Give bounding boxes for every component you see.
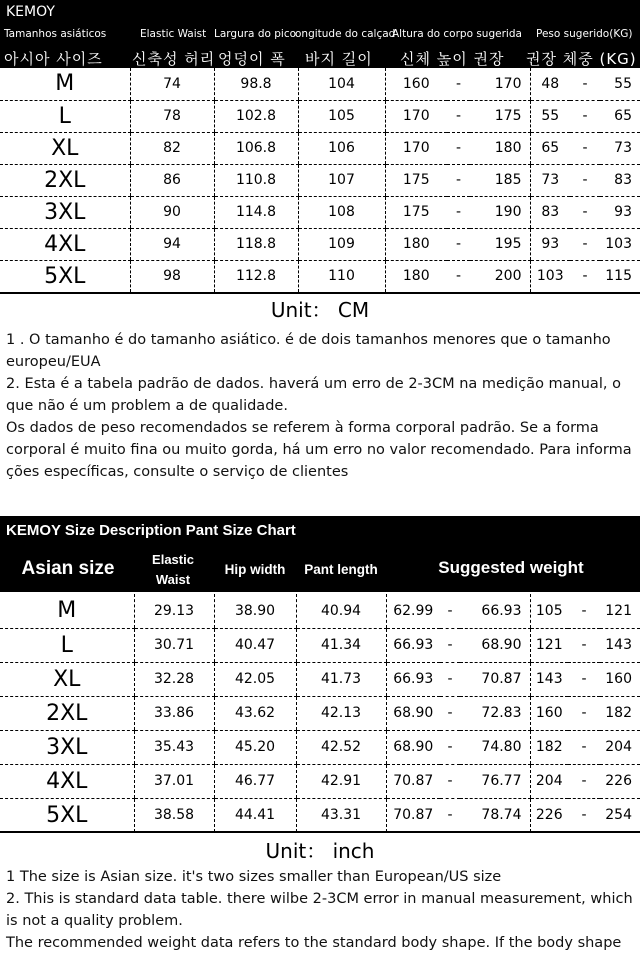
height-max-cell: 170	[470, 68, 530, 100]
length-cell: 41.34	[296, 628, 386, 662]
range-a-min-cell: 70.87	[386, 764, 440, 798]
range-a-max-cell: 74.80	[460, 730, 530, 764]
hip-cell: 102.8	[214, 100, 298, 132]
range-a-max-cell: 68.90	[460, 628, 530, 662]
size-cell: 3XL	[0, 730, 134, 764]
length-cell: 106	[298, 132, 385, 164]
weight-min-cell: 55	[530, 100, 570, 132]
inch-note-3: The recommended weight data refers to the standard body shape. If the body shape	[6, 935, 622, 951]
length-cell: 105	[298, 100, 385, 132]
length-cell: 41.73	[296, 662, 386, 696]
waist-cell: 94	[130, 228, 214, 260]
range-b-max-cell: 121	[600, 594, 640, 628]
table-row	[0, 798, 640, 832]
length-cell: 104	[298, 68, 385, 100]
range-a-max-cell: 76.77	[460, 764, 530, 798]
weight-sep: -	[570, 228, 600, 260]
range-b-min-cell: 204	[530, 764, 568, 798]
length-cell: 108	[298, 196, 385, 228]
inch-notes	[6, 866, 634, 954]
range-a-max-cell: 78.74	[481, 807, 522, 824]
weight-max-cell: 55	[600, 68, 640, 100]
waist-cell: 37.01	[134, 764, 214, 798]
weight-min-cell: 73	[530, 164, 570, 196]
header-size-ko: 아시아 사이즈	[4, 50, 103, 68]
height-max-cell: 185	[470, 164, 530, 196]
header-height-pt: Altura do corpo sugerida	[392, 28, 522, 40]
range-b-sep: -	[568, 662, 600, 696]
header-waist-ko: 신축성 허리	[132, 50, 216, 68]
inch-size-table	[0, 594, 640, 832]
hip-cell: 118.8	[214, 228, 298, 260]
range-a-sep: -	[440, 696, 460, 730]
range-b-max-cell: 204	[600, 730, 640, 764]
header-length-pt: ongitude do calçad	[295, 28, 396, 40]
hip-cell: 106.8	[214, 132, 298, 164]
hip-cell: 114.8	[214, 196, 298, 228]
length-cell: 43.31	[296, 798, 386, 832]
hip-cell: 112.8	[214, 260, 298, 292]
header-weight-pt: Peso sugerido(KG)	[536, 28, 633, 40]
header-hip-pt: Largura do pico	[214, 28, 297, 40]
waist-cell: 82	[130, 132, 214, 164]
range-a-sep: -	[440, 628, 460, 662]
height-max-cell: 175	[470, 100, 530, 132]
range-b-sep: -	[568, 764, 600, 798]
table-row	[0, 164, 640, 196]
height-max-cell: 190	[470, 196, 530, 228]
weight-min-cell: 93	[530, 228, 570, 260]
waist-cell: 98	[130, 260, 214, 292]
table-row	[0, 260, 640, 292]
weight-min-cell: 103	[530, 260, 570, 292]
header-length-ko: 바지 길이	[305, 50, 373, 68]
height-min-cell: 180	[385, 228, 447, 260]
height-min-cell: 170	[385, 100, 447, 132]
height-min-cell: 170	[385, 132, 447, 164]
height-min-cell: 175	[385, 196, 447, 228]
height-sep: -	[447, 100, 470, 132]
range-b-max-cell: 160	[600, 662, 640, 696]
header-pant-length: Pant length	[304, 562, 378, 577]
height-sep: -	[455, 268, 462, 285]
range-a-min-cell: 62.99	[386, 594, 440, 628]
height-sep: -	[447, 132, 470, 164]
waist-cell: 38.58	[134, 798, 214, 832]
table-row	[0, 764, 640, 798]
size-cell: 2XL	[0, 164, 130, 196]
size-cell: XL	[0, 662, 134, 696]
size-cell: 5XL	[46, 802, 88, 828]
weight-max-cell: 93	[600, 196, 640, 228]
hip-cell: 45.20	[214, 730, 296, 764]
cm-unit-label: Unit： CM	[270, 298, 370, 322]
cm-note-2: 2. Esta é a tabela padrão de dados. haverá um erro de 2-3CM na medição manual, o que não é um problem a de qualidade.	[6, 376, 621, 414]
range-a-min-cell: 66.93	[386, 628, 440, 662]
table-row	[0, 132, 640, 164]
weight-min-cell: 83	[530, 196, 570, 228]
cm-notes	[6, 329, 634, 483]
table-row	[0, 628, 640, 662]
cm-note-1: 1 . O tamanho é do tamanho asiático. é de dois tamanhos menores que o tamanho europeu/EUA	[6, 332, 611, 370]
weight-sep: -	[570, 100, 600, 132]
range-b-min-cell: 226	[530, 798, 568, 832]
range-a-max-cell: 66.93	[460, 594, 530, 628]
weight-sep: -	[570, 164, 600, 196]
height-min-cell: 175	[385, 164, 447, 196]
length-cell: 42.91	[296, 764, 386, 798]
waist-cell: 30.71	[134, 628, 214, 662]
size-cell: XL	[0, 132, 130, 164]
weight-max-cell: 115	[605, 268, 632, 285]
range-a-min-cell: 70.87	[386, 798, 440, 832]
range-b-min-cell: 160	[530, 696, 568, 730]
waist-cell: 74	[130, 68, 214, 100]
size-cell: 4XL	[0, 764, 134, 798]
range-b-min-cell: 121	[530, 628, 568, 662]
header-elastic-waist	[134, 550, 212, 590]
brand-label: KEMOY	[6, 4, 55, 20]
header-suggested-weight: Suggested weight	[438, 558, 584, 577]
header-waist-pt: Elastic Waist	[140, 28, 207, 40]
range-b-sep: -	[581, 807, 587, 824]
table-row	[0, 196, 640, 228]
size-cell: M	[0, 68, 130, 100]
header-elastic-waist-line1: Elastic	[152, 552, 194, 567]
cm-chart-header	[0, 0, 640, 68]
range-b-max-cell: 254	[605, 807, 632, 824]
range-b-min-cell: 143	[530, 662, 568, 696]
range-b-max-cell: 182	[600, 696, 640, 730]
weight-max-cell: 65	[600, 100, 640, 132]
range-b-max-cell: 143	[600, 628, 640, 662]
size-cell: 3XL	[0, 196, 130, 228]
weight-max-cell: 83	[600, 164, 640, 196]
cm-size-table	[0, 68, 640, 292]
header-hip-width: Hip width	[224, 562, 286, 577]
length-cell: 40.94	[296, 594, 386, 628]
hip-cell: 98.8	[214, 68, 298, 100]
table-row	[0, 100, 640, 132]
length-cell: 109	[298, 228, 385, 260]
height-max-cell: 200	[494, 268, 522, 285]
height-min-cell: 160	[385, 68, 447, 100]
range-b-sep: -	[568, 628, 600, 662]
size-cell: L	[0, 100, 130, 132]
table-row	[0, 730, 640, 764]
length-cell: 110	[298, 260, 385, 292]
range-a-sep: -	[447, 807, 453, 824]
cm-note-3: Os dados de peso recomendados se referem à forma corporal padrão. Se a forma corporal é muito fina ou muito gorda, há um erro no valor recomendado. Para informa ções específicas, consulte o serviço de clientes	[6, 420, 632, 480]
range-a-min-cell: 68.90	[386, 696, 440, 730]
hip-cell: 110.8	[214, 164, 298, 196]
header-height-ko: 신체 높이 권장	[400, 50, 505, 68]
hip-cell: 44.41	[214, 798, 296, 832]
weight-sep: -	[570, 68, 600, 100]
range-a-sep: -	[440, 764, 460, 798]
waist-cell: 29.13	[134, 594, 214, 628]
range-b-min-cell: 105	[530, 594, 568, 628]
length-cell: 42.52	[296, 730, 386, 764]
range-a-min-cell: 68.90	[386, 730, 440, 764]
waist-cell: 86	[130, 164, 214, 196]
inch-chart-title: KEMOY Size Description Pant Size Chart	[6, 522, 296, 539]
waist-cell: 35.43	[134, 730, 214, 764]
hip-cell: 42.05	[214, 662, 296, 696]
weight-sep: -	[570, 132, 600, 164]
hip-cell: 40.47	[214, 628, 296, 662]
range-b-sep: -	[568, 594, 600, 628]
hip-cell: 43.62	[214, 696, 296, 730]
size-cell: 2XL	[0, 696, 134, 730]
size-cell: 4XL	[0, 228, 130, 260]
hip-cell: 46.77	[214, 764, 296, 798]
table-row	[0, 662, 640, 696]
waist-cell: 78	[130, 100, 214, 132]
range-a-max-cell: 72.83	[460, 696, 530, 730]
height-max-cell: 195	[470, 228, 530, 260]
size-cell: M	[0, 594, 134, 628]
header-asian-size: Asian size	[21, 558, 115, 579]
header-hip-ko: 엉덩이 폭	[218, 50, 286, 68]
range-b-sep: -	[568, 730, 600, 764]
header-weight-ko: 권장 체중 (KG)	[526, 50, 637, 68]
range-a-sep: -	[440, 594, 460, 628]
size-cell: L	[0, 628, 134, 662]
height-min-cell: 180	[385, 260, 447, 292]
range-b-min-cell: 182	[530, 730, 568, 764]
weight-max-cell: 73	[600, 132, 640, 164]
table-row	[0, 594, 640, 628]
table-row	[0, 228, 640, 260]
waist-cell: 32.28	[134, 662, 214, 696]
height-sep: -	[447, 68, 470, 100]
inch-note-1: 1 The size is Asian size. it's two sizes smaller than European/US size	[6, 869, 502, 885]
range-a-max-cell: 70.87	[460, 662, 530, 696]
size-cell: 5XL	[44, 263, 86, 289]
range-b-max-cell: 226	[600, 764, 640, 798]
range-b-sep: -	[568, 696, 600, 730]
weight-min-cell: 65	[530, 132, 570, 164]
range-a-min-cell: 66.93	[386, 662, 440, 696]
table-row	[0, 696, 640, 730]
weight-max-cell: 103	[600, 228, 640, 260]
inch-table-bottom-rule	[0, 831, 640, 833]
range-a-sep: -	[440, 662, 460, 696]
hip-cell: 38.90	[214, 594, 296, 628]
weight-sep: -	[582, 268, 588, 285]
length-cell: 107	[298, 164, 385, 196]
header-size-pt: Tamanhos asiáticos	[4, 28, 107, 40]
weight-min-cell: 48	[530, 68, 570, 100]
height-sep: -	[447, 196, 470, 228]
length-cell: 42.13	[296, 696, 386, 730]
inch-unit-label: Unit： inch	[265, 839, 375, 863]
inch-note-2: 2. This is standard data table. there wilbe 2-3CM error in manual measurement, which is not a quality problem.	[6, 891, 633, 929]
table-row	[0, 68, 640, 100]
weight-sep: -	[570, 196, 600, 228]
waist-cell: 90	[130, 196, 214, 228]
inch-chart-header	[0, 516, 640, 592]
height-sep: -	[447, 164, 470, 196]
height-sep: -	[447, 228, 470, 260]
range-a-sep: -	[440, 730, 460, 764]
waist-cell: 33.86	[134, 696, 214, 730]
header-elastic-waist-line2: Waist	[155, 572, 191, 587]
height-max-cell: 180	[470, 132, 530, 164]
